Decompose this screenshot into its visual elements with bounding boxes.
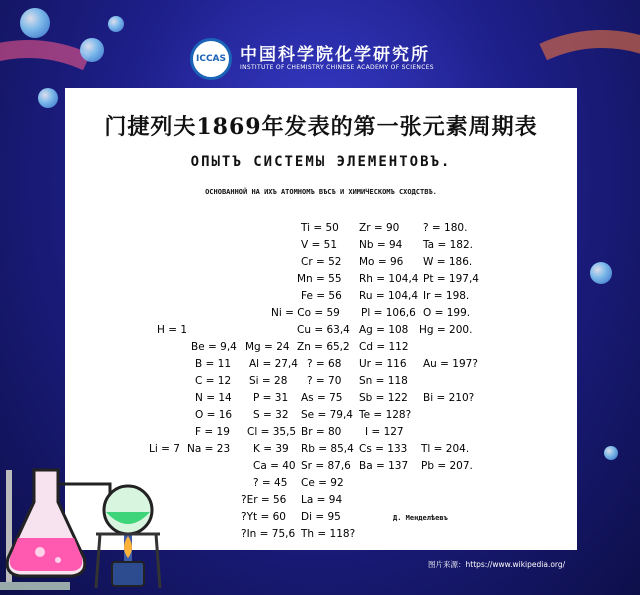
element-cell: Pb = 207. [421,460,473,472]
element-cell: Bi = 210? [423,392,475,404]
bubble-in-flask [55,557,61,563]
decor-bubble [38,88,58,108]
element-cell: Pt = 197,4 [423,273,479,285]
element-cell: Be = 9,4 [191,341,237,353]
element-cell: Ca = 40 [253,460,296,472]
element-cell: Mo = 96 [359,256,404,268]
decor-bubble [604,446,618,460]
element-cell: Cu = 63,4 [297,324,350,336]
tripod-leg [156,534,160,588]
element-cell: Rh = 104,4 [359,273,419,285]
institute-name-cn: 中国科学院化学研究所 [240,45,430,65]
element-cell: Mg = 24 [245,341,290,353]
element-cell: Fe = 56 [301,290,342,302]
element-cell: N = 14 [195,392,232,404]
element-cell: ? = 180. [423,222,468,234]
document-subtitle-2: ОСНОВАННОЙ НА ИХЪ АТОМНОМЪ ВѢСѢ И ХИМИЧЕСКОМЪ СХОДСТВѢ. [205,188,437,196]
element-cell: Cs = 133 [359,443,408,455]
element-cell: F = 19 [195,426,230,438]
mendeleev-signature: Д. Менделѣевъ [393,514,448,522]
element-cell: H = 1 [157,324,188,336]
element-cell: B = 11 [195,358,232,370]
institute-header [0,30,640,80]
decor-bubble [590,262,612,284]
element-cell: Li = 7 [149,443,180,455]
element-cell: Cd = 112 [359,341,409,353]
element-cell: Ti = 50 [301,222,339,234]
element-cell: C = 12 [195,375,232,387]
element-cell: Sn = 118 [359,375,408,387]
element-cell: Hg = 200. [419,324,473,336]
tripod-leg [96,534,100,588]
element-cell: Br = 80 [301,426,342,438]
element-cell: Ce = 92 [301,477,344,489]
element-cell: Ag = 108 [359,324,409,336]
element-cell: Sb = 122 [359,392,408,404]
image-credit: 图片来源：https://www.wikipedia.org/ [428,560,566,569]
element-cell: Sr = 87,6 [301,460,351,472]
element-cell: Ru = 104,4 [359,290,419,302]
element-cell: La = 94 [301,494,343,506]
element-cell: Si = 28 [249,375,288,387]
element-cell: Rb = 85,4 [301,443,354,455]
element-cell: V = 51 [301,239,338,251]
element-cell: ? = 70 [307,375,342,387]
element-cell: I = 127 [365,426,404,438]
element-cell: As = 75 [301,392,343,404]
burner-base [112,562,144,586]
element-cell: Pl = 106,6 [361,307,416,319]
element-cell: ?Yt = 60 [241,511,286,523]
element-cell: S = 32 [253,409,289,421]
element-cell: Se = 79,4 [301,409,353,421]
element-cell: Tl = 204. [421,443,470,455]
element-cell: ? = 68 [307,358,342,370]
document-title: 门捷列夫1869年发表的第一张元素周期表 [104,114,538,140]
element-cell: Al = 27,4 [249,358,298,370]
element-cell: ?Er = 56 [241,494,287,506]
element-cell: Zn = 65,2 [297,341,350,353]
element-cell: Ir = 198. [423,290,470,302]
connecting-tube [58,484,110,498]
element-cell: Nb = 94 [359,239,403,251]
element-cell: Ni = Co = 59 [271,307,340,319]
element-cell: Di = 95 [301,511,341,523]
element-cell: Cr = 52 [301,256,342,268]
flask-liquid [10,538,83,571]
element-cell: Te = 128? [359,409,412,421]
element-cell: Ba = 137 [359,460,409,472]
element-cell: ? = 45 [253,477,288,489]
element-cell: P = 31 [253,392,289,404]
element-cell: O = 16 [195,409,233,421]
element-cell: Na = 23 [187,443,231,455]
bubble-in-flask [35,547,45,557]
lab-flask-illustration [0,450,180,595]
element-cell: Ur = 116 [359,358,407,370]
element-cell: W = 186. [423,256,473,268]
stand-base [0,582,70,590]
iccas-logo: ICCAS [190,38,232,80]
element-cell: Mn = 55 [297,273,342,285]
institute-name-en: INSTITUTE OF CHEMISTRY CHINESE ACADEMY OF SCIENCES [240,64,434,71]
element-cell: Zr = 90 [359,222,400,234]
element-cell: Th = 118? [301,528,356,540]
element-cell: Cl = 35,5 [247,426,297,438]
document-subtitle: ОПЫТЪ СИСТЕМЫ ЭЛЕМЕНТОВЪ. [190,154,452,170]
element-cell: K = 39 [253,443,289,455]
element-cell: Ta = 182. [423,239,473,251]
element-cell: ?In = 75,6 [241,528,296,540]
round-flask [104,486,152,534]
element-cell: O = 199. [423,307,471,319]
element-cell: Au = 197? [423,358,478,370]
